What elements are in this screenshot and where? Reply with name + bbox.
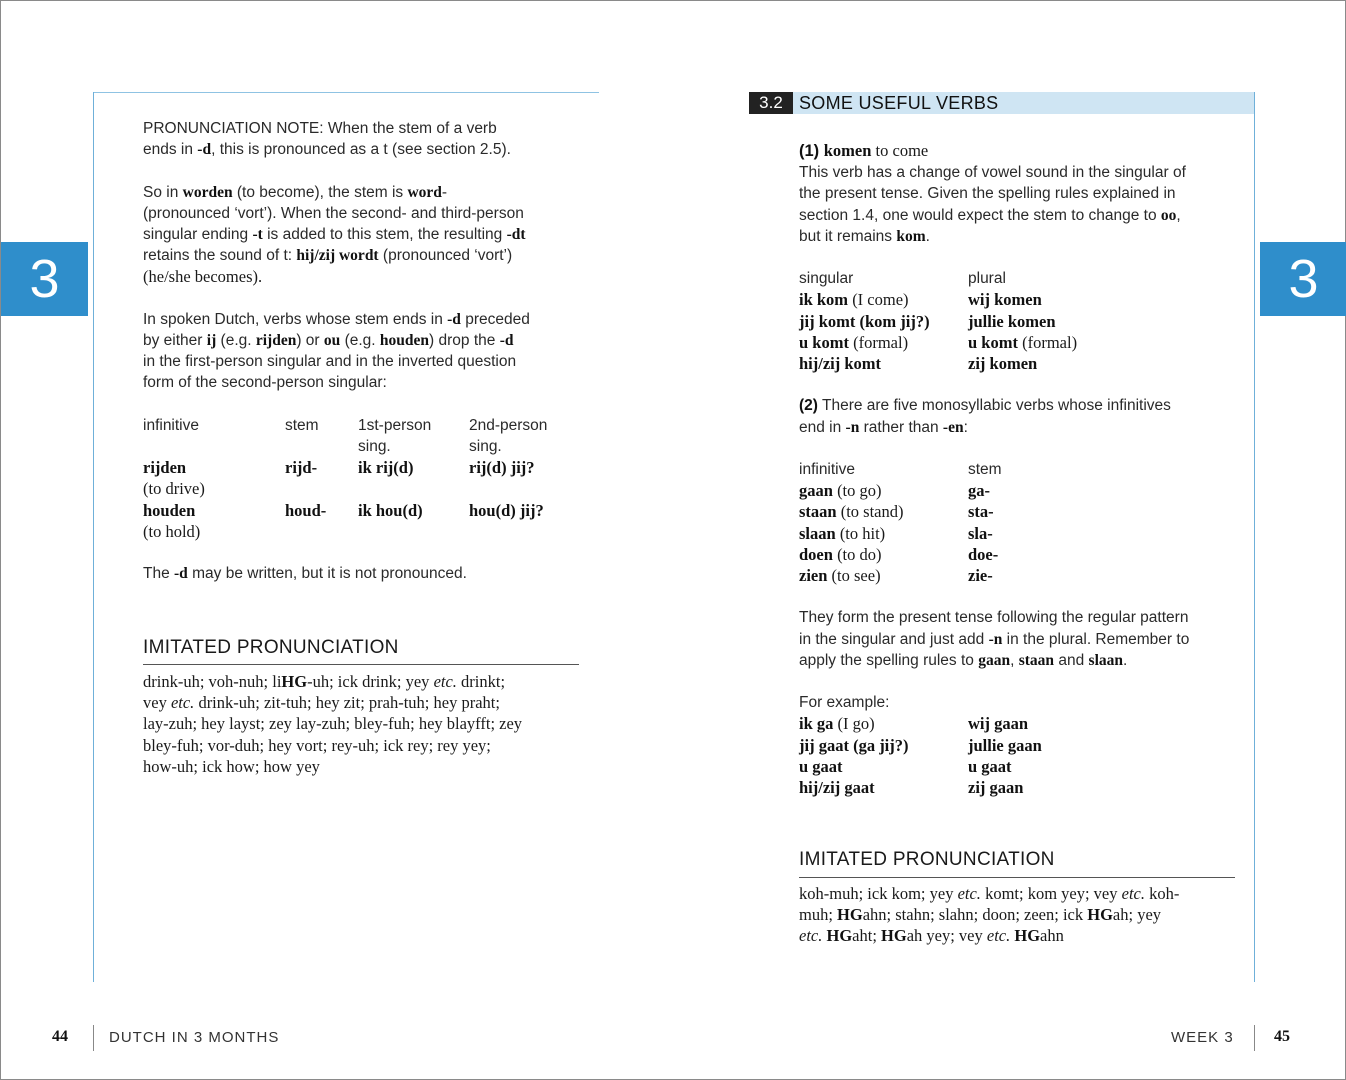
- left-frame-top: [93, 92, 599, 93]
- table-row: rijden rijd- ik rij(d) rij(d) jij? (to drive): [143, 458, 535, 499]
- table-row: hij/zij komt zij komen: [799, 354, 1038, 374]
- table-row: doen (to do) doe-: [799, 544, 999, 564]
- chapter-tab-right: 3: [1260, 242, 1346, 316]
- chapter-tab-left: 3: [1, 242, 88, 316]
- table-row: u komt (formal) u komt (formal): [799, 332, 1078, 352]
- table-row: slaan (to hit) sla-: [799, 523, 993, 543]
- stem-table: [143, 415, 588, 542]
- table-row: ik ga (I go) wij gaan: [799, 714, 1029, 734]
- left-imitated-rule: [143, 664, 579, 665]
- table-row: staan (to stand) sta-: [799, 502, 994, 522]
- pronunciation-note: PRONUNCIATION NOTE: When the stem of a verb ends in -d, this is pronounced as a t (see section 2.5).: [143, 120, 511, 159]
- right-imitated-rule: [799, 877, 1235, 878]
- present-tense-paragraph: They form the present tense following the regular pattern in the singular and just add -n in the plural. Remember to apply the spelling rules to gaan, staan and slaan.: [799, 609, 1190, 669]
- table-row: gaan (to go) ga-: [799, 481, 990, 501]
- table-row: zien (to see) zie-: [799, 566, 993, 586]
- left-imitated-title: IMITATED PRONUNCIATION: [143, 637, 399, 658]
- paragraph-spoken-dutch: In spoken Dutch, verbs whose stem ends in -d preceded by either ij (e.g. rijden) or ou (e.g. houden) drop the -d in the first-person singular and in the inverted question form of the second-person singular:: [143, 310, 530, 392]
- right-column: [799, 140, 1244, 798]
- monosyllabic-verbs: (2) There are five monosyllabic verbs whose infinitives end in -n rather than -en:: [799, 397, 1171, 436]
- section-title: SOME USEFUL VERBS: [799, 93, 999, 113]
- right-imitated-title: IMITATED PRONUNCIATION: [799, 849, 1055, 870]
- footer-separator-right: [1254, 1025, 1255, 1051]
- paragraph-d-not-pronounced: The -d may be written, but it is not pronounced.: [143, 565, 467, 583]
- table-row: hij/zij gaat zij gaan: [799, 778, 1024, 798]
- right-frame-side: [1254, 92, 1255, 982]
- section-number: 3.2: [749, 92, 793, 114]
- left-frame-side: [93, 92, 94, 982]
- stem-table-header: infinitive stem 1st-person 2nd-person: [143, 416, 548, 434]
- komen-conjugation: singular plural ik kom (I come) wij komen jij komt (kom jij?) jullie komen u komt (formal) u komt (formal) hij/zij komt zij komen: [799, 268, 1244, 374]
- page-number-right: 45: [1274, 1028, 1290, 1045]
- table-row: ik kom (I come) wij komen: [799, 290, 1042, 310]
- table-row: jij gaat (ga jij?) jullie gaan: [799, 735, 1042, 755]
- left-column: [143, 118, 588, 584]
- table-row: jij komt (kom jij?) jullie komen: [799, 311, 1056, 331]
- left-imitated-text: drink-uh; voh-nuh; liHG-uh; ick drink; yey etc. drinkt; vey etc. drink-uh; zit-tuh; hey zit; prah-tuh; hey praht; lay-zuh; hey layst; zey lay-zuh; bley-fuh; hey blayfft; zey bley-fuh; vor-duh; hey vort; rey-uh; ick rey; rey yey; how-uh; ick how; how yey: [143, 672, 523, 776]
- footer-book-title: DUTCH IN 3 MONTHS: [109, 1029, 280, 1046]
- right-imitated-text: koh-muh; ick kom; yey etc. komt; kom yey; vey etc. koh- muh; HGahn; stahn; slahn; doon; zeen; ick HGah; yey etc. HGaht; HGah yey; vey etc. HGahn: [799, 884, 1180, 946]
- example-conjugation: For example: ik ga (I go) wij gaan jij gaat (ga jij?) jullie gaan u gaat u gaat hij/zij gaat zij gaan: [799, 692, 1244, 798]
- footer-week: WEEK 3: [1171, 1029, 1234, 1046]
- stem-table-header-2: sing. sing.: [358, 438, 502, 455]
- table-row: u gaat u gaat: [799, 756, 1012, 776]
- infinitive-table: infinitive stem gaan (to go) ga- staan (to stand) sta- slaan (to hit) sla- doen (to do) doe- zien (to see) zie-: [799, 459, 1244, 586]
- verb-komen: (1) komen to come This verb has a change of vowel sound in the singular of the present tense. Given the spelling rules explained in section 1.4, one would expect the stem to change to oo, but it remains kom.: [799, 141, 1186, 245]
- footer-separator-left: [93, 1025, 94, 1051]
- paragraph-worden: So in worden (to become), the stem is word- (pronounced ‘vort’). When the second- and third-person singular ending -t is added to this stem, the resulting -dt retains the sound of t: hij/zij wordt (pronounced ‘vort’) (he/she becomes).: [143, 183, 526, 287]
- table-row: houden houd- ik hou(d) hou(d) jij? (to hold): [143, 500, 544, 541]
- page-number-left: 44: [52, 1028, 68, 1045]
